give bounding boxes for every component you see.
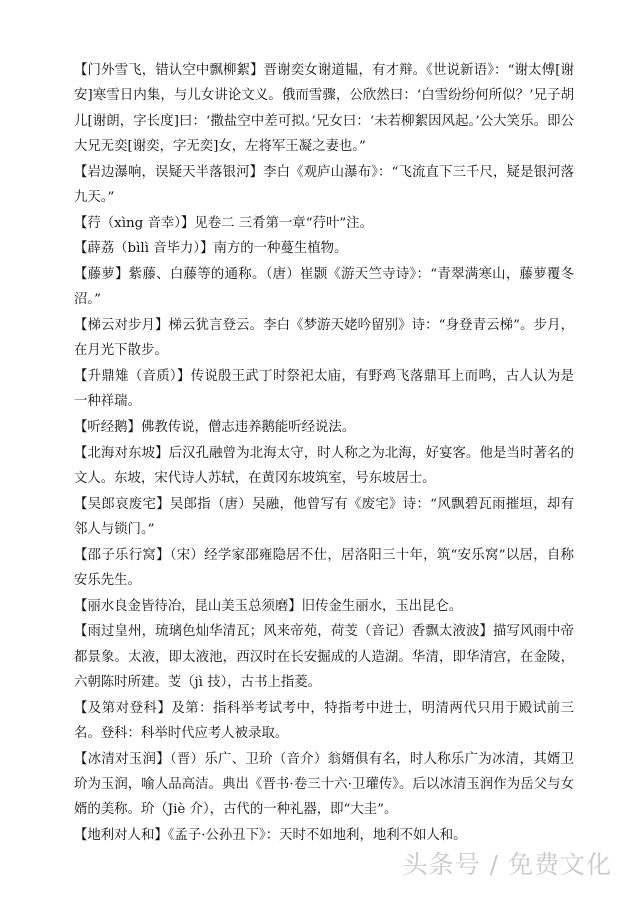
- entry-13: 【雨过皇州，琉璃色灿华清瓦；风来帝苑，荷芰（音记）香飘太液波】描写风雨中帝都景象。太液，即太液池，西汉时在长安掘成的人造湖。华清，即华清宫，在金陵，六朝陈时所建。芰（jì 技），古书上指菱。: [74, 624, 574, 690]
- watermark: 头条号 / 免费文化: [402, 850, 612, 879]
- document-body: [74, 58, 574, 849]
- entry-6: 【梯云对步月】梯云犹言登云。李白《梦游天姥吟留别》诗：“身登青云梯”。步月，在月光下散步。: [74, 318, 574, 359]
- entry-11: 【邵子乐行窝】（宋）经学家邵雍隐居不仕，居洛阳三十年，筑“安乐窝”以居，自称安乐先生。: [74, 547, 574, 588]
- entry-9: 【北海对东坡】后汉孔融曾为北海太守，时人称之为北海，好宴客。他是当时著名的文人。东坡，宋代诗人苏轼，在黄冈东坡筑室，号东坡居士。: [74, 445, 574, 486]
- entry-14: 【及第对登科】及第：指科举考试考中，特指考中进士，明清两代只用于殿试前三名。登科：科举时代应考人被录取。: [74, 700, 574, 741]
- entry-5: 【藤萝】紫藤、白藤等的通称。（唐）崔颢《游天竺寺诗》：“青翠满寒山，藤萝覆冬沼。”: [74, 267, 574, 308]
- entry-7: 【升鼎雉（音质）】传说殷王武丁时祭祀太庙，有野鸡飞落鼎耳上而鸣，古人认为是一种祥瑞。: [74, 369, 574, 410]
- entry-4: 【薜荔（bìlì 音毕力）】南方的一种蔓生植物。: [74, 241, 348, 257]
- entry-2: 【岩边瀑响，误疑天半落银河】李白《观庐山瀑布》：“飞流直下三千尺，疑是银河落九天。”: [74, 164, 574, 206]
- entry-1: 【门外雪飞，错认空中飘柳絮】晋谢奕女谢道韫，有才辩。《世说新语》：“谢太傅[谢安]寒雪日内集，与儿女讲论文义。俄而雪骤，公欣然曰：‘白雪纷纷何所似？’兄子胡儿[谢朗，字长度]曰：‘撒盐空中差可拟。’兄女曰：‘未若柳絮因风起。’公大笑乐。即公大兄无奕[谢奕，字无奕]女，左将军王凝之妻也。”: [74, 63, 574, 155]
- entry-3: 【荇（xìng 音幸）】见卷二 三肴第一章“荇叶”注。: [74, 215, 373, 231]
- entry-10: 【吴郎哀废宅】吴郎指（唐）吴融，他曾写有《废宅》诗：“风飘碧瓦雨摧垣，却有邻人与锁门。”: [74, 496, 574, 537]
- entry-12: 【丽水良金皆待冶，昆山美玉总须磨】旧传金生丽水，玉出昆仑。: [74, 598, 463, 614]
- entry-8: 【听经鹅】佛教传说，僧志违养鹅能听经说法。: [74, 420, 356, 435]
- entry-16: 【地利对人和】《孟子·公孙丑下》：天时不如地利，地利不如人和。: [74, 828, 467, 843]
- entry-15: 【冰清对玉润】（晋）乐广、卫玠（音介）翁婿俱有名，时人称乐广为冰清，其婿卫玠为玉润，喻人品高洁。典出《晋书·卷三十六·卫瓘传》。后以冰清玉润作为岳父与女婿的美称。玠（Jiè 介），古代的一种礼器，即“大圭”。: [74, 751, 574, 818]
